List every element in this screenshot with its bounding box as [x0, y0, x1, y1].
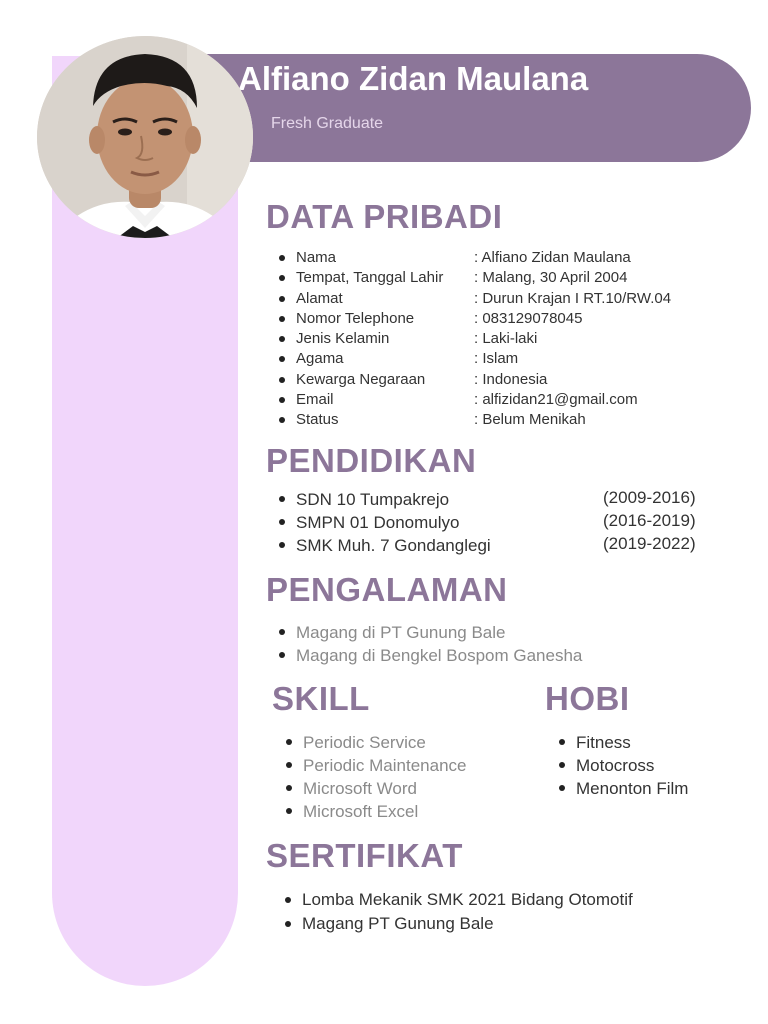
certificate-list: [282, 888, 633, 936]
list-item: Tempat, Tanggal Lahir : Malang, 30 April 2004: [276, 268, 671, 288]
list-item: Nomor Telephone : 083129078045: [276, 309, 671, 329]
list-item: SDN 10 Tumpakrejo (2009-2016): [276, 488, 716, 511]
list-item: Magang di Bengkel Bospom Ganesha: [276, 644, 582, 667]
profile-photo: [37, 36, 253, 238]
list-item: Periodic Service: [283, 731, 466, 754]
list-item: Microsoft Word: [283, 777, 466, 800]
list-item: Nama : Alfiano Zidan Maulana: [276, 248, 671, 268]
list-item: Magang di PT Gunung Bale: [276, 621, 582, 644]
list-item: Status : Belum Menikah: [276, 410, 671, 430]
list-item: Menonton Film: [556, 777, 688, 800]
skill-list: [283, 731, 466, 823]
personal-data-list: [276, 248, 671, 431]
list-item: Jenis Kelamin : Laki-laki: [276, 329, 671, 349]
applicant-subtitle: Fresh Graduate: [271, 115, 384, 132]
experience-list: [276, 621, 582, 667]
list-item: Magang PT Gunung Bale: [282, 912, 633, 936]
section-heading-hobi: HOBI: [545, 680, 630, 717]
section-heading-pengalaman: PENGALAMAN: [266, 571, 508, 608]
list-item: Alamat : Durun Krajan I RT.10/RW.04: [276, 289, 671, 309]
list-item: Fitness: [556, 731, 688, 754]
list-item: SMPN 01 Donomulyo (2016-2019): [276, 511, 716, 534]
applicant-name: Alfiano Zidan Maulana: [238, 60, 589, 97]
section-heading-pendidikan: PENDIDIKAN: [266, 442, 477, 479]
section-heading-skill: SKILL: [272, 680, 370, 717]
list-item: Motocross: [556, 754, 688, 777]
section-heading-sertifikat: SERTIFIKAT: [266, 837, 463, 874]
list-item: SMK Muh. 7 Gondanglegi (2019-2022): [276, 534, 716, 557]
education-list: [276, 488, 716, 557]
list-item: Lomba Mekanik SMK 2021 Bidang Otomotif: [282, 888, 633, 912]
list-item: Kewarga Negaraan : Indonesia: [276, 370, 671, 390]
list-item: Email : alfizidan21@gmail.com: [276, 390, 671, 410]
list-item: Agama : Islam: [276, 349, 671, 369]
section-heading-data-pribadi: DATA PRIBADI: [266, 198, 503, 235]
hobby-list: [556, 731, 688, 800]
list-item: Microsoft Excel: [283, 800, 466, 823]
list-item: Periodic Maintenance: [283, 754, 466, 777]
